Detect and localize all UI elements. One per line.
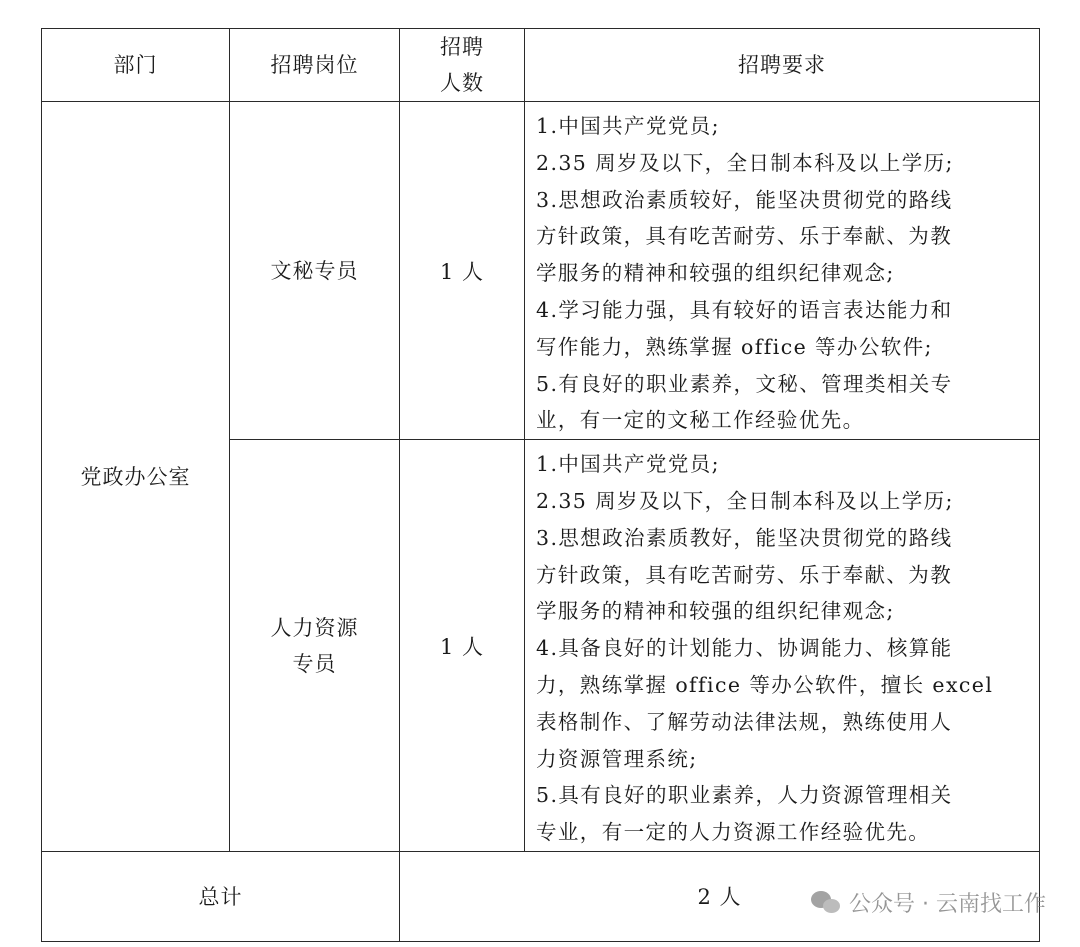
requirement-line: 1.中国共产党党员; <box>536 452 720 477</box>
header-department: 部门 <box>42 29 230 102</box>
requirement-line: 写作能力，熟练掌握 office 等办公软件; <box>536 334 933 359</box>
count-cell: 1 人 <box>400 440 525 852</box>
requirement-line: 5.具有良好的职业素养，人力资源管理相关 <box>536 783 953 808</box>
header-row <box>42 29 1040 102</box>
requirements-cell <box>525 440 1040 852</box>
position-line: 文秘专员 <box>270 258 359 283</box>
requirement-line: 2.35 周岁及以下，全日制本科及以上学历; <box>536 488 954 513</box>
header-count <box>400 29 525 102</box>
requirement-line: 4.学习能力强，具有较好的语言表达能力和 <box>536 297 953 322</box>
recruitment-table-wrapper <box>41 28 1039 919</box>
watermark-text: 公众号 · 云南找工作 <box>849 891 1046 917</box>
requirement-line: 4.具备良好的计划能力、协调能力、核算能 <box>536 636 953 661</box>
requirement-line: 专业，有一定的人力资源工作经验优先。 <box>536 820 931 845</box>
requirement-line: 业，有一定的文秘工作经验优先。 <box>536 408 865 433</box>
requirement-line: 3.思想政治素质较好，能坚决贯彻党的路线 <box>536 187 953 212</box>
position-line: 人力资源 <box>270 615 359 640</box>
requirement-line: 学服务的精神和较强的组织纪律观念; <box>536 261 895 286</box>
requirement-line: 方针政策，具有吃苦耐劳、乐于奉献、为教 <box>536 562 953 587</box>
watermark <box>811 882 1046 922</box>
header-requirements: 招聘要求 <box>525 29 1040 102</box>
requirements-cell <box>525 102 1040 440</box>
header-count-line2: 人数 <box>440 71 484 95</box>
header-count-line1: 招聘 <box>440 35 484 59</box>
header-position: 招聘岗位 <box>230 29 400 102</box>
wechat-icon <box>811 889 841 915</box>
recruitment-table <box>41 28 1040 942</box>
position-line: 专员 <box>292 651 337 676</box>
total-label: 总计 <box>42 851 400 941</box>
table-row <box>42 102 1040 440</box>
requirement-line: 5.有良好的职业素养，文秘、管理类相关专 <box>536 371 953 396</box>
requirement-line: 力，熟练掌握 office 等办公软件，擅长 excel <box>536 672 994 697</box>
requirement-line: 2.35 周岁及以下，全日制本科及以上学历; <box>536 150 954 175</box>
requirement-line: 方针政策，具有吃苦耐劳、乐于奉献、为教 <box>536 224 953 249</box>
position-cell <box>230 440 400 852</box>
count-cell: 1 人 <box>400 102 525 440</box>
department-cell: 党政办公室 <box>42 102 230 852</box>
requirement-line: 表格制作、了解劳动法律法规，熟练使用人 <box>536 709 953 734</box>
requirement-line: 1.中国共产党党员; <box>536 114 720 138</box>
position-cell <box>230 102 400 440</box>
requirement-line: 力资源管理系统; <box>536 746 698 771</box>
requirement-line: 3.思想政治素质教好，能坚决贯彻党的路线 <box>536 525 953 550</box>
requirement-line: 学服务的精神和较强的组织纪律观念; <box>536 599 895 624</box>
total-value: 2 人 <box>400 851 1040 941</box>
